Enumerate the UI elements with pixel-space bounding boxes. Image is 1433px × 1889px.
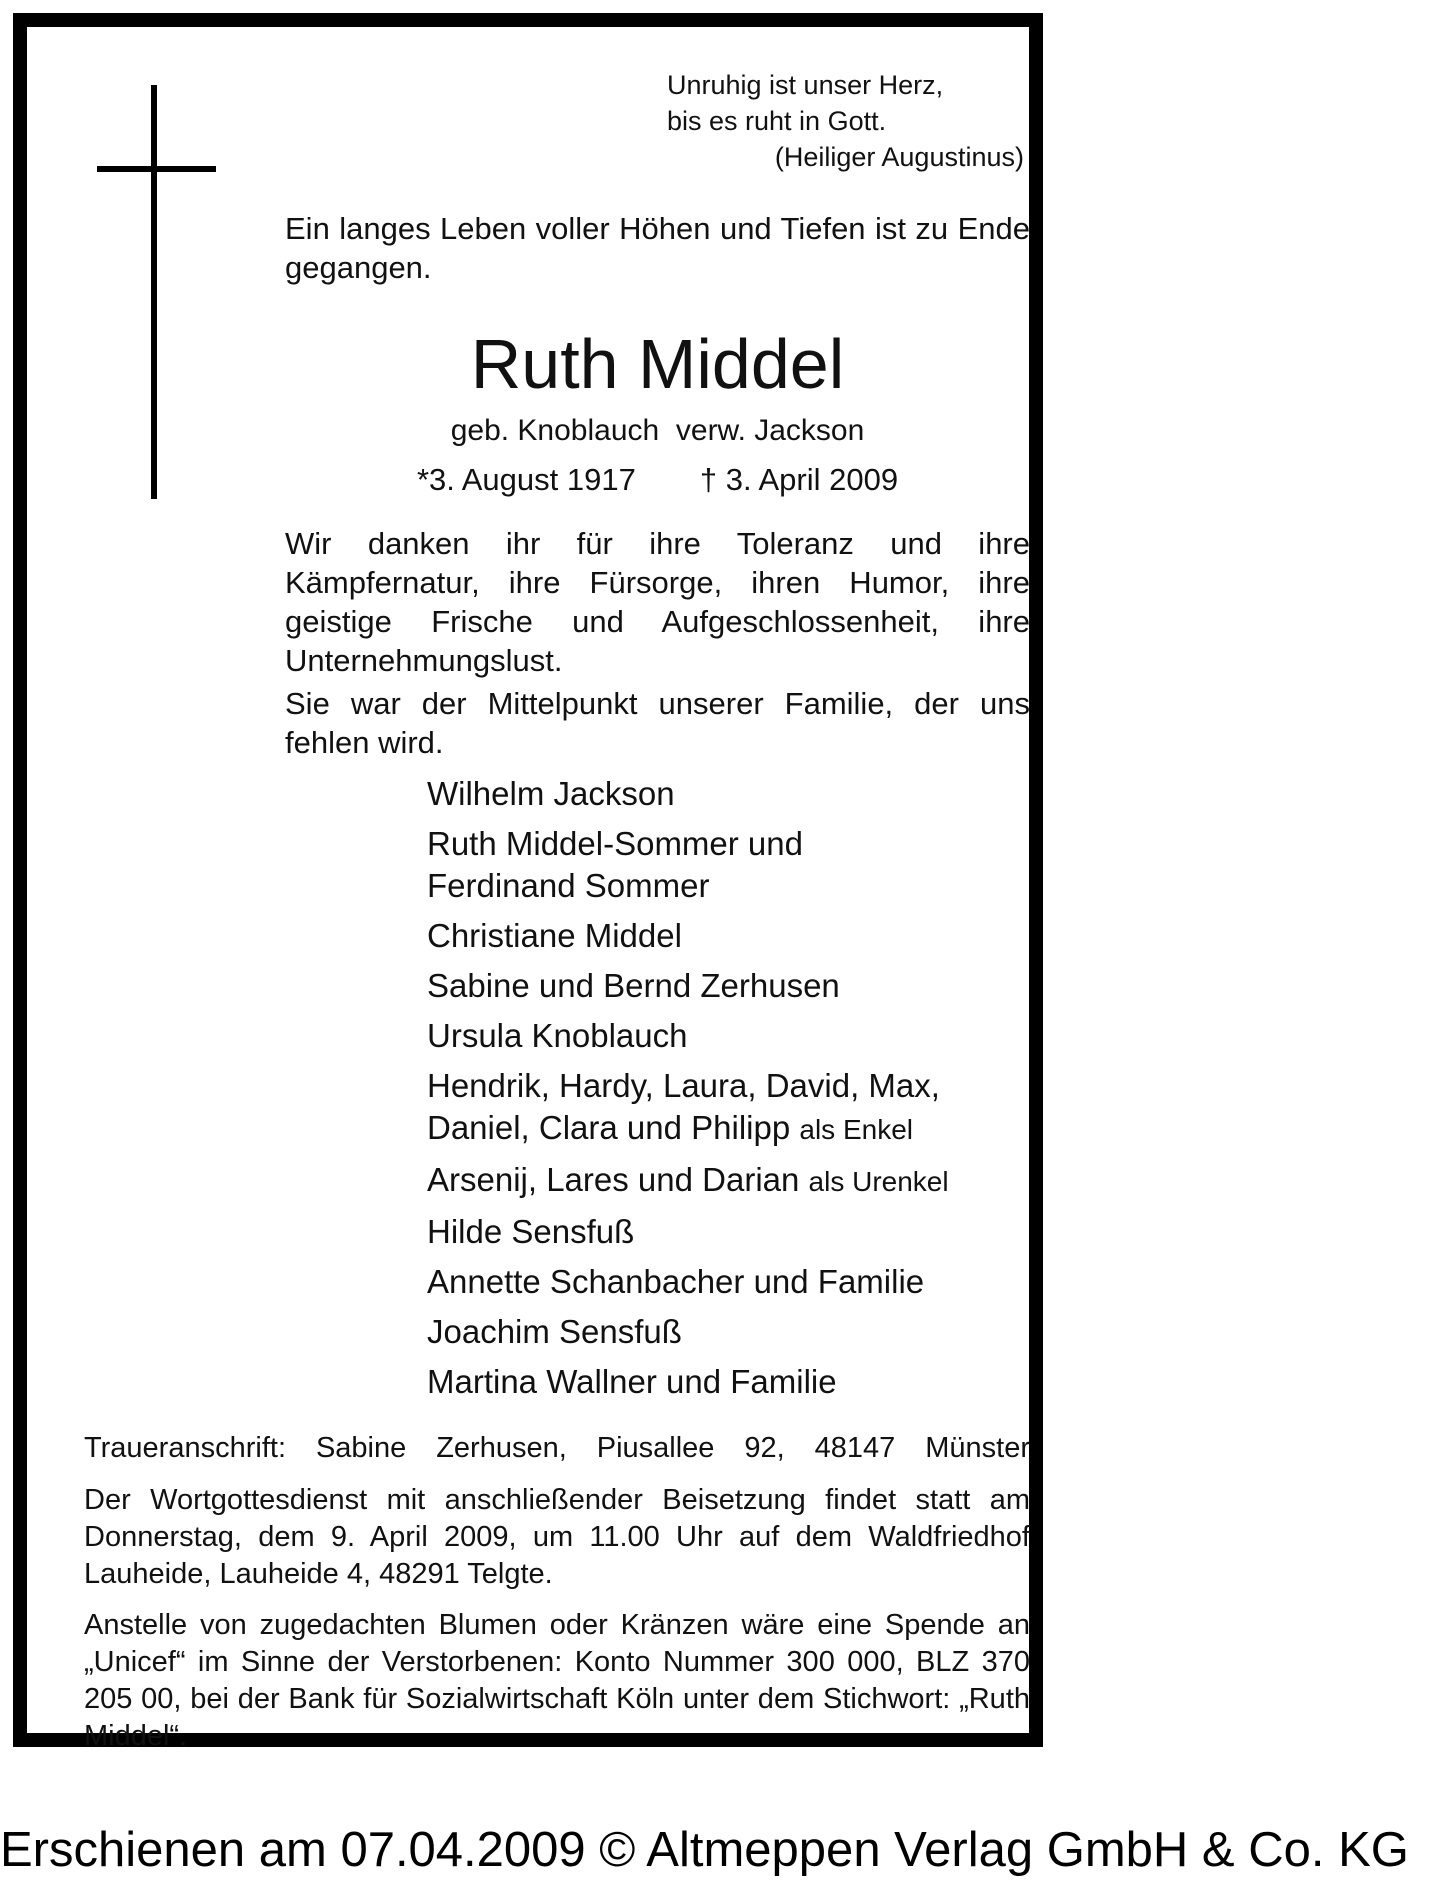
publication-footer: Erschienen am 07.04.2009 © Altmeppen Verlag GmbH & Co. KG: [0, 1823, 1409, 1877]
mourner: Sabine und Bernd Zerhusen: [427, 967, 840, 1004]
birth-date: *3. August 1917: [416, 462, 636, 497]
mourning-address: Traueranschrift: Sabine Zerhusen, Piusallee 92, 48147 Münster: [84, 1432, 1030, 1464]
mourner: Joachim Sensfuß: [427, 1313, 682, 1350]
relation-label: als Enkel: [799, 1114, 914, 1145]
mourner-line: Ruth Middel-Sommer und: [427, 825, 803, 862]
mourner-line: Hendrik, Hardy, Laura, David, Max,: [427, 1067, 940, 1104]
quote-line-1: Unruhig ist unser Herz,: [667, 70, 944, 100]
mourner-line: Ferdinand Sommer: [427, 867, 710, 904]
quote-line-2: bis es ruht in Gott.: [667, 106, 887, 136]
mourner: [427, 1065, 1047, 1151]
mourner-names: Daniel, Clara und Philipp: [427, 1109, 791, 1146]
funeral-service-info: Der Wortgottesdienst mit anschließender Beisetzung findet statt am Donnerstag, dem 9. April 2009, um 11.00 Uhr auf dem Waldfriedhof Lauheide, Lauheide 4, 48291 Telgte.: [84, 1484, 1030, 1590]
tribute-paragraph: Sie war der Mittelpunkt unserer Familie, der uns fehlen wird.: [285, 686, 1030, 760]
mourner: Annette Schanbacher und Familie: [427, 1263, 925, 1300]
donation-info: Anstelle von zugedachten Blumen oder Kränzen wäre eine Spende an „Unicef“ im Sinne der Verstorbenen: Konto Nummer 300 000, BLZ 370 205 00, bei der Bank für Sozialwirtschaft Köln unter dem Stichwort: „Ruth Middel“.: [84, 1609, 1030, 1752]
cross-icon-crossbar: [97, 166, 216, 172]
mourner: [427, 1159, 1047, 1203]
cross-icon: [151, 85, 157, 499]
intro-text: Ein langes Leben voller Höhen und Tiefen ist zu Ende gegangen.: [285, 211, 1030, 285]
epigraph-quote: [667, 67, 1027, 175]
mourner: [427, 823, 1047, 907]
mourner: Ursula Knoblauch: [427, 1017, 688, 1054]
mourner: Wilhelm Jackson: [427, 775, 675, 812]
tribute-paragraph: Wir danken ihr für ihre Toleranz und ihre Kämpfernatur, ihre Fürsorge, ihren Humor, ihre geistige Frische und Aufgeschlossenheit, ihre Unternehmungslust.: [285, 526, 1030, 678]
deceased-name: Ruth Middel: [470, 325, 845, 403]
quote-source: (Heiliger Augustinus): [774, 142, 1024, 172]
mourner: Christiane Middel: [427, 917, 682, 954]
mourner-names: Arsenij, Lares und Darian: [427, 1161, 800, 1198]
mourner-line: [427, 1107, 1047, 1151]
death-date: † 3. April 2009: [699, 462, 899, 497]
mourners-list: [427, 773, 1047, 1411]
life-dates: [285, 461, 1030, 499]
maiden-widowed-names: geb. Knoblauch verw. Jackson: [450, 414, 865, 447]
mourner: Martina Wallner und Familie: [427, 1363, 837, 1400]
mourner: Hilde Sensfuß: [427, 1213, 635, 1250]
obituary-notice: [13, 13, 1043, 1752]
relation-label: als Urenkel: [808, 1166, 949, 1197]
